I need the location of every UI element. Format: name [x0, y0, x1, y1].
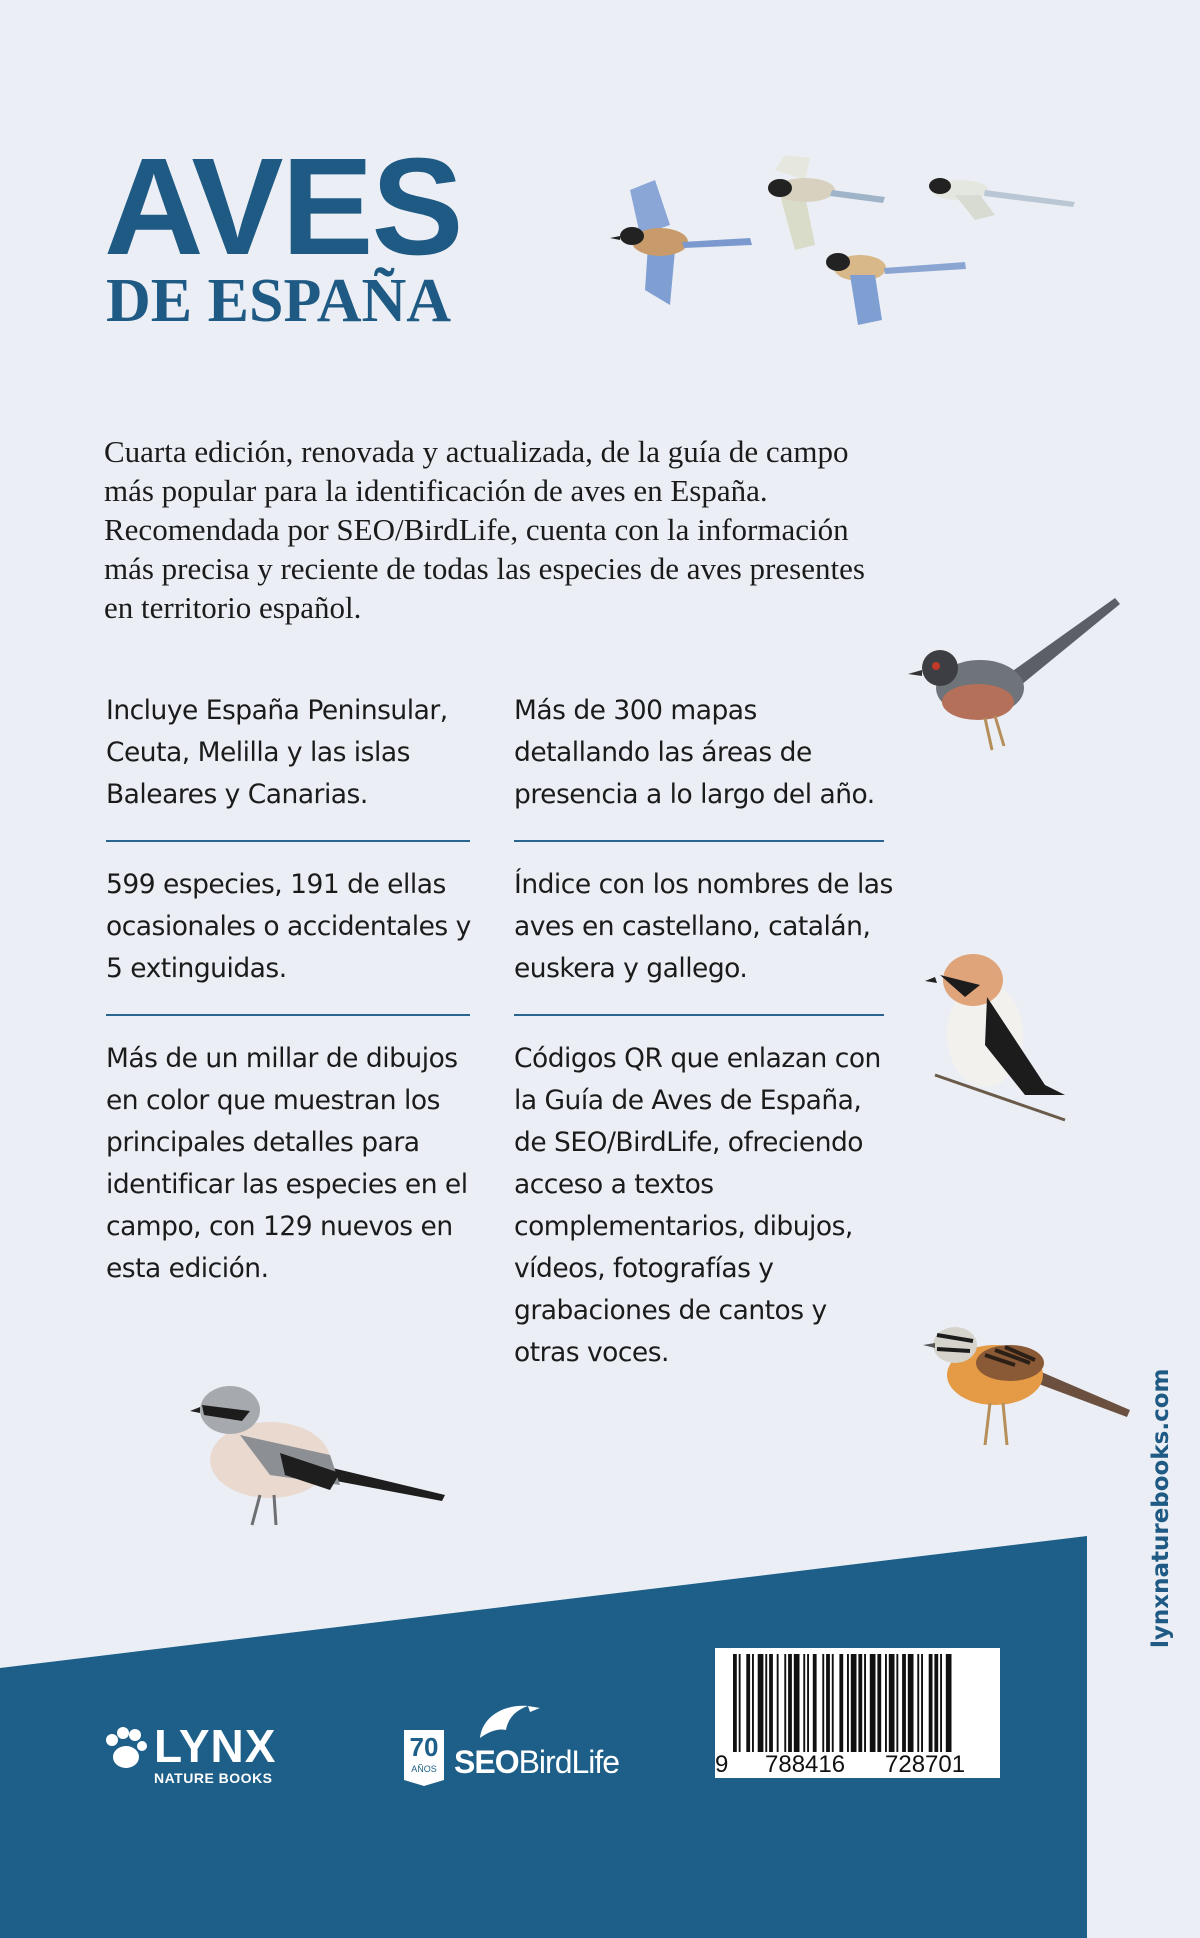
barcode-bar — [813, 1654, 817, 1752]
barcode-bar — [858, 1654, 862, 1752]
barcode-bar — [826, 1654, 830, 1752]
feature-maps: Más de 300 mapas detallando las áreas de presencia a lo largo del año. — [514, 695, 875, 810]
barcode-bar — [832, 1654, 834, 1752]
feature-illustrations: Más de un millar de dibujos en color que muestran los principales detalles para identificar las especies en el campo, con 129 nuevos en esta edición. — [106, 1043, 468, 1284]
barcode-bar — [777, 1654, 779, 1752]
barcode-bar — [877, 1654, 881, 1752]
book-subtitle: DE ESPAÑA — [106, 267, 452, 335]
barcode-bar — [885, 1654, 887, 1752]
barcode-bar — [788, 1654, 792, 1752]
barcode-bar — [807, 1654, 809, 1752]
publisher-website[interactable]: lynxnaturebooks.com — [1148, 1368, 1174, 1648]
barcode-bar — [758, 1654, 764, 1752]
barcode-bar — [784, 1654, 786, 1752]
barcode-bar — [896, 1654, 898, 1752]
barcode-bar — [934, 1654, 938, 1752]
anniversary-number: 70 — [409, 1732, 439, 1762]
barcode-lead-digit: 9 — [715, 1751, 729, 1778]
feature-qr-codes: Códigos QR que enlazan con la Guía de Aves de España, de SEO/BirdLife, ofreciendo acceso a textos complementarios, dibujos, vídeos, fotografías y grabaciones de cantos y otras voces. — [514, 1043, 881, 1368]
barcode-bar — [902, 1654, 906, 1752]
barcode-bar — [746, 1654, 750, 1752]
barcode-bar — [870, 1654, 876, 1752]
anniversary-label: AÑOS — [411, 1764, 437, 1774]
partner-name-light: BirdLife — [518, 1744, 620, 1780]
feature-species-count: 599 especies, 191 de ellas ocasionales o accidentales y 5 extinguidas. — [106, 869, 471, 984]
barcode-bar — [839, 1654, 843, 1752]
book-title: AVES — [104, 130, 462, 284]
publisher-subtitle: NATURE BOOKS — [154, 1770, 273, 1786]
barcode-bar — [769, 1654, 773, 1752]
barcode-bar — [803, 1654, 805, 1752]
barcode-bar — [733, 1654, 737, 1752]
barcode-bar — [765, 1654, 767, 1752]
barcode-bar — [940, 1654, 942, 1752]
barcode-bar — [794, 1654, 800, 1752]
barcode-bar — [908, 1654, 914, 1752]
publisher-name: LYNX — [154, 1720, 277, 1772]
barcode-digits — [715, 1752, 1000, 1778]
barcode-bar — [921, 1654, 923, 1752]
barcode-group-1: 788416 — [765, 1751, 846, 1778]
barcode-bar — [929, 1654, 933, 1752]
barcode-bar — [917, 1654, 919, 1752]
paw-icon — [102, 1726, 148, 1772]
barcode-bar — [739, 1654, 741, 1752]
barcode-bar — [851, 1654, 857, 1752]
barcode-bar — [864, 1654, 866, 1752]
partner-name-bold: SEO — [454, 1744, 519, 1780]
feature-index: Índice con los nombres de las aves en castellano, catalán, euskera y gallego. — [514, 869, 893, 984]
barcode-bar — [889, 1654, 895, 1752]
barcode-bar — [752, 1654, 754, 1752]
intro-paragraph: Cuarta edición, renovada y actualizada, de la guía de campo más popular para la identificación de aves en España. Recomendada por SEO/BirdLife, cuenta con la información más precisa y reciente de todas las especies de aves presentes en territorio español. — [104, 434, 865, 625]
seo-bird-icon — [472, 1700, 542, 1744]
barcode-bar — [847, 1654, 849, 1752]
barcode-bar — [822, 1654, 824, 1752]
feature-coverage: Incluye España Peninsular, Ceuta, Melilla y las islas Baleares y Canarias. — [106, 695, 448, 810]
partner-name — [454, 1744, 619, 1781]
barcode-bar — [946, 1654, 952, 1752]
barcode-group-2: 728701 — [885, 1751, 966, 1778]
isbn-barcode — [715, 1648, 1000, 1778]
